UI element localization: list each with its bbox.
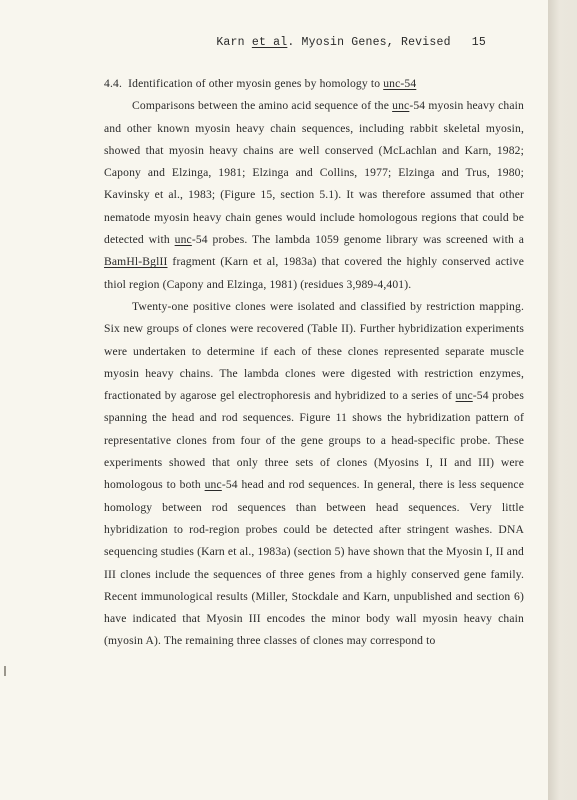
page-number: 15 [471, 36, 486, 49]
paragraph [104, 296, 524, 653]
page-edge [548, 0, 577, 800]
header-et-al: et al [251, 36, 288, 49]
section-title: Identification of other myosin genes by homology to [128, 77, 384, 90]
paragraph-text: -54 myosin heavy chain and other known myosin heavy chain sequences, including rabbit skeletal myosin, showed that myosin heavy chains are well conserved (McLachlan and Karn, 1982; Capony and Elzinga, 1981; Elzinga and Collins, 1977; Elzinga and Trus, 1980; Kavinsky et al., 1983; (Figure 15, section 5.1). It was therefore assumed that other nematode myosin heavy chain genes would include homologous regions that could be detected with [104, 99, 524, 247]
section-number: 4.4. [104, 77, 122, 90]
paragraph-text: Twenty-one positive clones were isolated and classified by restriction mapping. Six new groups of clones were recovered (Table II). Further hybridization experiments were undertaken to determine if each of these clones represented separate muscle myosin heavy chains. The lambda clones were digested with restriction enzymes, fractionated by agarose gel electrophoresis and hybridized to a series of [104, 299, 524, 403]
running-header [216, 36, 486, 49]
scan-mark [4, 666, 6, 676]
underlined-term: unc [392, 99, 410, 113]
underlined-term: BamHl-BglII [104, 255, 168, 269]
underlined-term: unc [204, 478, 222, 492]
section-gene: unc-54 [383, 77, 417, 90]
body-text [104, 73, 524, 653]
section-heading [104, 73, 524, 95]
underlined-term: unc [174, 233, 192, 247]
paragraph-text: -54 probes. The lambda 1059 genome library was screened with a [191, 233, 524, 247]
paragraph-text: -54 head and rod sequences. In general, there is less sequence homology between rod sequences than between head sequences. Very little hybridization to rod-region probes could be detected after stringent washes. DNA sequencing studies (Karn et al., 1983a) (section 5) have shown that the Myosin I, II and III clones include the sequences of three genes from a highly conserved gene family. Recent immunological results (Miller, Stockdale and Karn, unpublished and section 6) have indicated that Myosin III encodes the minor body wall myosin heavy chain (myosin A). The remaining three classes of clones may correspond to [104, 478, 524, 648]
paragraph-text: -54 probes spanning the head and rod sequences. Figure 11 shows the hybridization pattern of representative clones from four of the gene groups to a head-specific probe. These experiments showed that only three sets of clones (Myosins I, II and III) were homologous to both [104, 389, 524, 492]
underlined-term: unc [455, 389, 473, 403]
paragraph-text: fragment (Karn et al, 1983a) that covered the highly conserved active thiol region (Capony and Elzinga, 1981) (residues 3,989-4,401). [104, 255, 524, 291]
header-author: Karn [216, 36, 245, 49]
header-title: . Myosin Genes, Revised [287, 36, 451, 49]
paragraph-text: Comparisons between the amino acid sequence of the [132, 99, 393, 113]
paragraph [104, 95, 524, 296]
